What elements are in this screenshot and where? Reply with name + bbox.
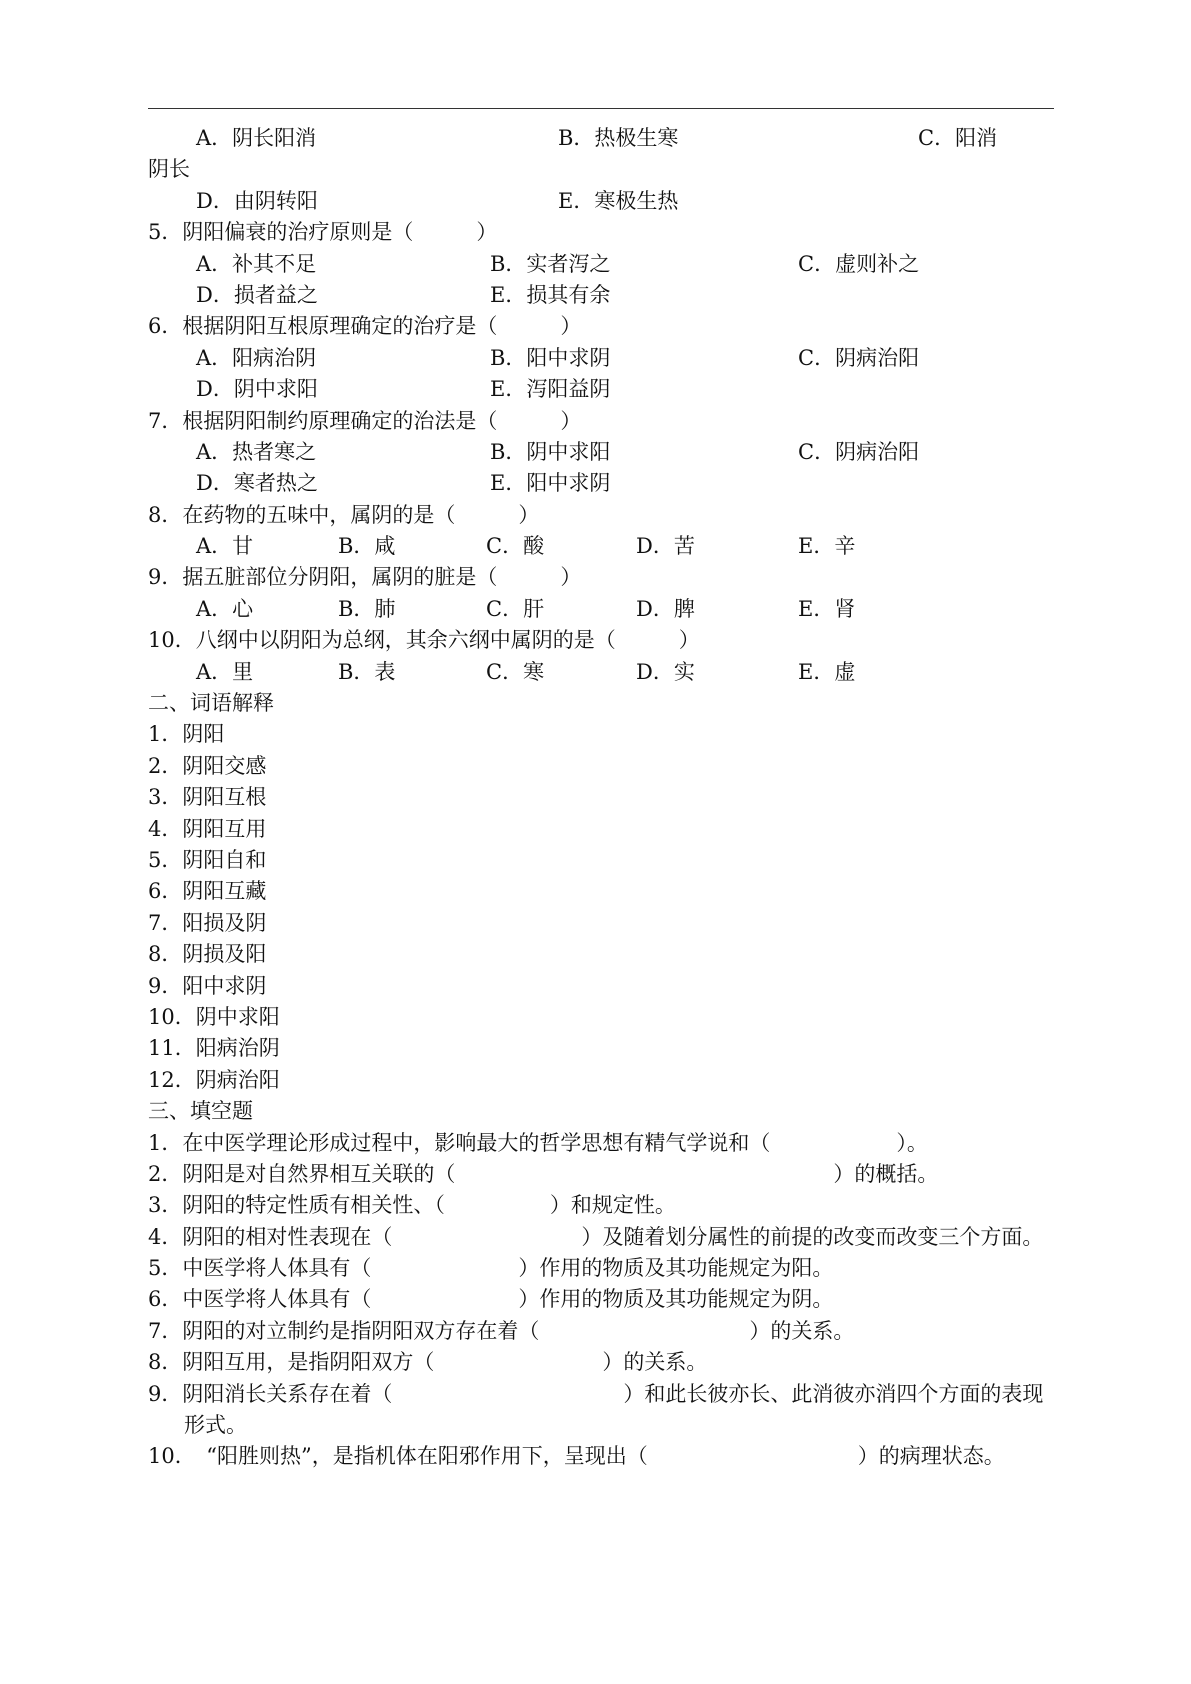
fill-item: 4．阴阳的相对性表现在（ ）及随着划分属性的前提的改变而改变三个方面。 [148,1224,1044,1249]
term-text: 2．阴阳交感 [148,753,267,778]
fill-text: 8．阴阳互用，是指阴阳双方（ ）的关系。 [148,1350,708,1375]
q6-option-c: C．阴病治阳 [798,345,920,370]
q4-option-b: B．热极生寒 [558,126,679,150]
term-text: 8．阴损及阳 [148,942,267,967]
q7-option-d: D．寒者热之 [196,471,318,496]
q5-option-c: C．虚则补之 [798,251,920,276]
fill-text: 5．中医学将人体具有（ ）作用的物质及其功能规定为阳。 [148,1256,834,1281]
question-text: 8．在药物的五味中，属阴的是（ ） [148,502,540,527]
document-body [148,123,1054,1473]
section-title-fill-blank [148,1096,1054,1127]
fill-item: 10． “阳胜则热”，是指机体在阳邪作用下，呈现出（ ）的病理状态。 [148,1444,1005,1469]
question-text: 9．据五脏部位分阴阳，属阴的脏是（ ） [148,565,582,590]
q8-option-d: D．苦 [636,534,695,559]
q7-option-c: C．阴病治阳 [798,439,920,464]
q4-options-row-1 [148,123,1054,154]
term-item [148,719,1054,750]
q5-option-e: E．损其有余 [490,282,611,307]
fill-item [148,1347,1054,1378]
q5-option-b: B．实者泻之 [490,251,611,276]
term-item [148,751,1054,782]
fill-item [148,1316,1054,1347]
term-text: 7．阳损及阴 [148,910,267,935]
q9-option-a: A．心 [196,596,254,621]
fill-item [148,1190,1054,1221]
q8-option-a: A．甘 [196,534,254,559]
term-item [148,1033,1054,1064]
question-8 [148,500,1054,531]
fill-item: 9．阴阳消长关系存在着（ ）和此长彼亦长、此消彼亦消四个方面的表现形式。 [148,1381,1044,1438]
q10-option-c: C．寒 [486,659,545,684]
q10-option-d: D．实 [636,659,695,684]
question-5 [148,217,1054,248]
fill-text: 7．阴阳的对立制约是指阴阳双方存在着（ ）的关系。 [148,1318,855,1343]
term-item [148,814,1054,845]
term-text: 4．阴阳互用 [148,816,267,841]
q5-option-d: D．损者益之 [196,282,318,307]
term-item [148,1002,1054,1033]
fill-text: 1．在中医学理论形成过程中，影响最大的哲学思想有精气学说和（ ）。 [148,1130,928,1155]
question-6 [148,311,1054,342]
term-text: 12．阴病治阳 [148,1067,280,1092]
fill-text: 6．中医学将人体具有（ ）作用的物质及其功能规定为阴。 [148,1287,834,1312]
question-text: 6．根据阴阳互根原理确定的治疗是（ ） [148,314,582,339]
q10-option-e: E．虚 [798,659,856,684]
question-text: 7．根据阴阳制约原理确定的治法是（ ） [148,408,582,433]
q5-options-row-2 [148,280,1054,311]
q7-option-e: E．阳中求阴 [490,471,611,496]
question-10 [148,625,1054,656]
q4-option-c-wrap: 阴长 [148,157,190,182]
q7-option-a: A．热者寒之 [196,439,317,464]
term-item [148,1065,1054,1096]
q4-option-d: D．由阴转阳 [196,188,318,213]
q6-option-e: E．泻阳益阴 [490,377,611,402]
q6-options-row-1 [148,343,1054,374]
q6-options-row-2 [148,374,1054,405]
term-text: 11．阳病治阴 [148,1036,280,1061]
q10-option-a: A．里 [196,659,254,684]
term-text: 9．阳中求阴 [148,973,267,998]
section-heading: 三、填空题 [148,1099,253,1124]
q4-option-e: E．寒极生热 [558,188,679,213]
fill-text: 3．阴阳的特定性质有相关性、（ ）和规定性。 [148,1193,676,1218]
q6-option-b: B．阳中求阴 [490,345,611,370]
fill-item [148,1159,1054,1190]
term-text: 10．阴中求阳 [148,1004,280,1029]
q5-options-row-1 [148,249,1054,280]
q5-option-a: A．补其不足 [196,251,317,276]
question-7 [148,406,1054,437]
q9-option-b: B．肺 [338,596,396,621]
q9-options [148,594,1054,625]
q4-options-row-2 [148,186,1054,217]
term-item [148,971,1054,1002]
q10-option-b: B．表 [338,659,396,684]
q7-options-row-2 [148,468,1054,499]
term-text: 6．阴阳互藏 [148,879,267,904]
fill-item [148,1253,1054,1284]
term-item [148,782,1054,813]
q9-option-d: D．脾 [636,596,695,621]
question-text: 10．八纲中以阴阳为总纲，其余六纲中属阴的是（ ） [148,628,700,653]
q9-option-e: E．肾 [798,596,856,621]
fill-item [148,1284,1054,1315]
q8-option-e: E．辛 [798,534,856,559]
q7-option-b: B．阴中求阳 [490,439,611,464]
term-item [148,939,1054,970]
term-text: 1．阴阳 [148,722,225,747]
q4-option-c-continued [148,154,1054,185]
term-item [148,845,1054,876]
q10-options [148,657,1054,688]
term-text: 5．阴阳自和 [148,847,267,872]
q4-option-a: A．阴长阳消 [196,126,317,150]
q8-option-b: B．咸 [338,534,396,559]
term-item [148,908,1054,939]
section-heading: 二、词语解释 [148,691,274,716]
q9-option-c: C．肝 [486,596,545,621]
q7-options-row-1 [148,437,1054,468]
term-item [148,876,1054,907]
term-text: 3．阴阳互根 [148,785,267,810]
fill-item [148,1128,1054,1159]
q4-option-c: C．阳消 [918,126,998,150]
fill-text: 2．阴阳是对自然界相互关联的（ ）的概括。 [148,1161,939,1186]
question-text: 5．阴阳偏衰的治疗原则是（ ） [148,220,498,245]
section-title-terms [148,688,1054,719]
q8-option-c: C．酸 [486,534,545,559]
q6-option-a: A．阳病治阴 [196,345,317,370]
q6-option-d: D．阴中求阳 [196,377,318,402]
header-rule [148,108,1054,109]
q8-options [148,531,1054,562]
question-9 [148,562,1054,593]
